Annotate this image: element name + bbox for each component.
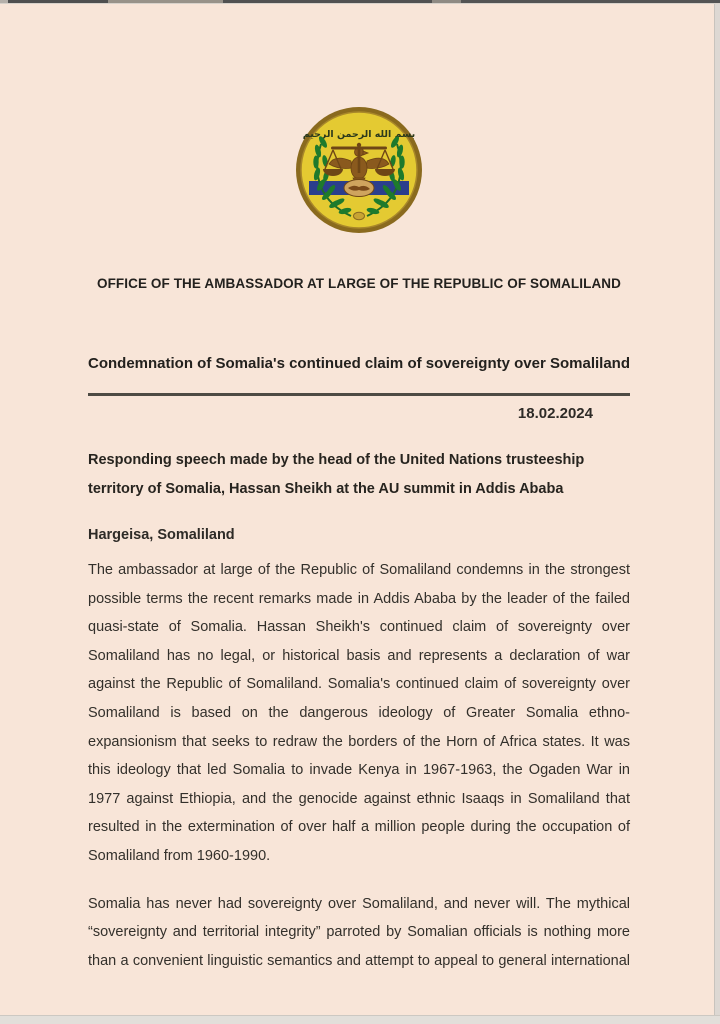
paragraph-1: The ambassador at large of the Republic of Somaliland condemns in the strongest possible terms the recent remarks made in Addis Ababa by the leader of the failed quasi-state of Somalia. Hassan Sheikh's continued claim of sovereignty over Somaliland has no legal, or historical basis and represents a declaration of war against the Republic of Somaliland. Somalia's continued claim of sovereignty over Somaliland is based on the dangerous ideology of Greater Somalia ethno-expansionism that seeks to redraw the borders of the Horn of Africa states. It was this ideology that led Somalia to invade Kenya in 1967-1963, the Ogaden War in 1977 against Ethiopia, and the genocide against ethnic Isaaqs in Somaliland that resulted in the extermination of over half a million people during the occupation of Somaliland from 1960-1990.	[88, 562, 630, 864]
somaliland-emblem	[295, 106, 423, 234]
photo-edge-bottom	[0, 1015, 720, 1024]
dateline: Hargeisa, Somaliland	[88, 527, 235, 543]
arabic-inscription-text: بسم الله الرحمن الرحيم	[302, 129, 416, 140]
letterhead-office-line: OFFICE OF THE AMBASSADOR AT LARGE OF THE REPUBLIC OF SOMALILAND	[96, 276, 622, 291]
document-title: Condemnation of Somalia's continued claim of sovereignty over Somaliland	[88, 355, 630, 372]
document-date: 18.02.2024	[517, 405, 593, 422]
title-divider-line	[88, 393, 630, 396]
photo-edge-right	[714, 0, 720, 1024]
handshake-icon	[344, 180, 374, 197]
document-page	[0, 106, 720, 975]
photo-edge-top	[0, 0, 720, 4]
paragraph-2: Somalia has never had sovereignty over Somaliland, and never will. The mythical “sovereignty and territorial integrity” parroted by Somalian officials is nothing more than a convenient linguistic semantics and attempt to appeal to general international	[88, 895, 630, 969]
coat-of-arms-svg	[295, 106, 423, 234]
document-subtitle: Responding speech made by the head of the United Nations trusteeship territory of Somalia, Hassan Sheikh at the AU summit in Addis Ababa	[88, 452, 585, 497]
wreath-tie	[354, 212, 365, 220]
